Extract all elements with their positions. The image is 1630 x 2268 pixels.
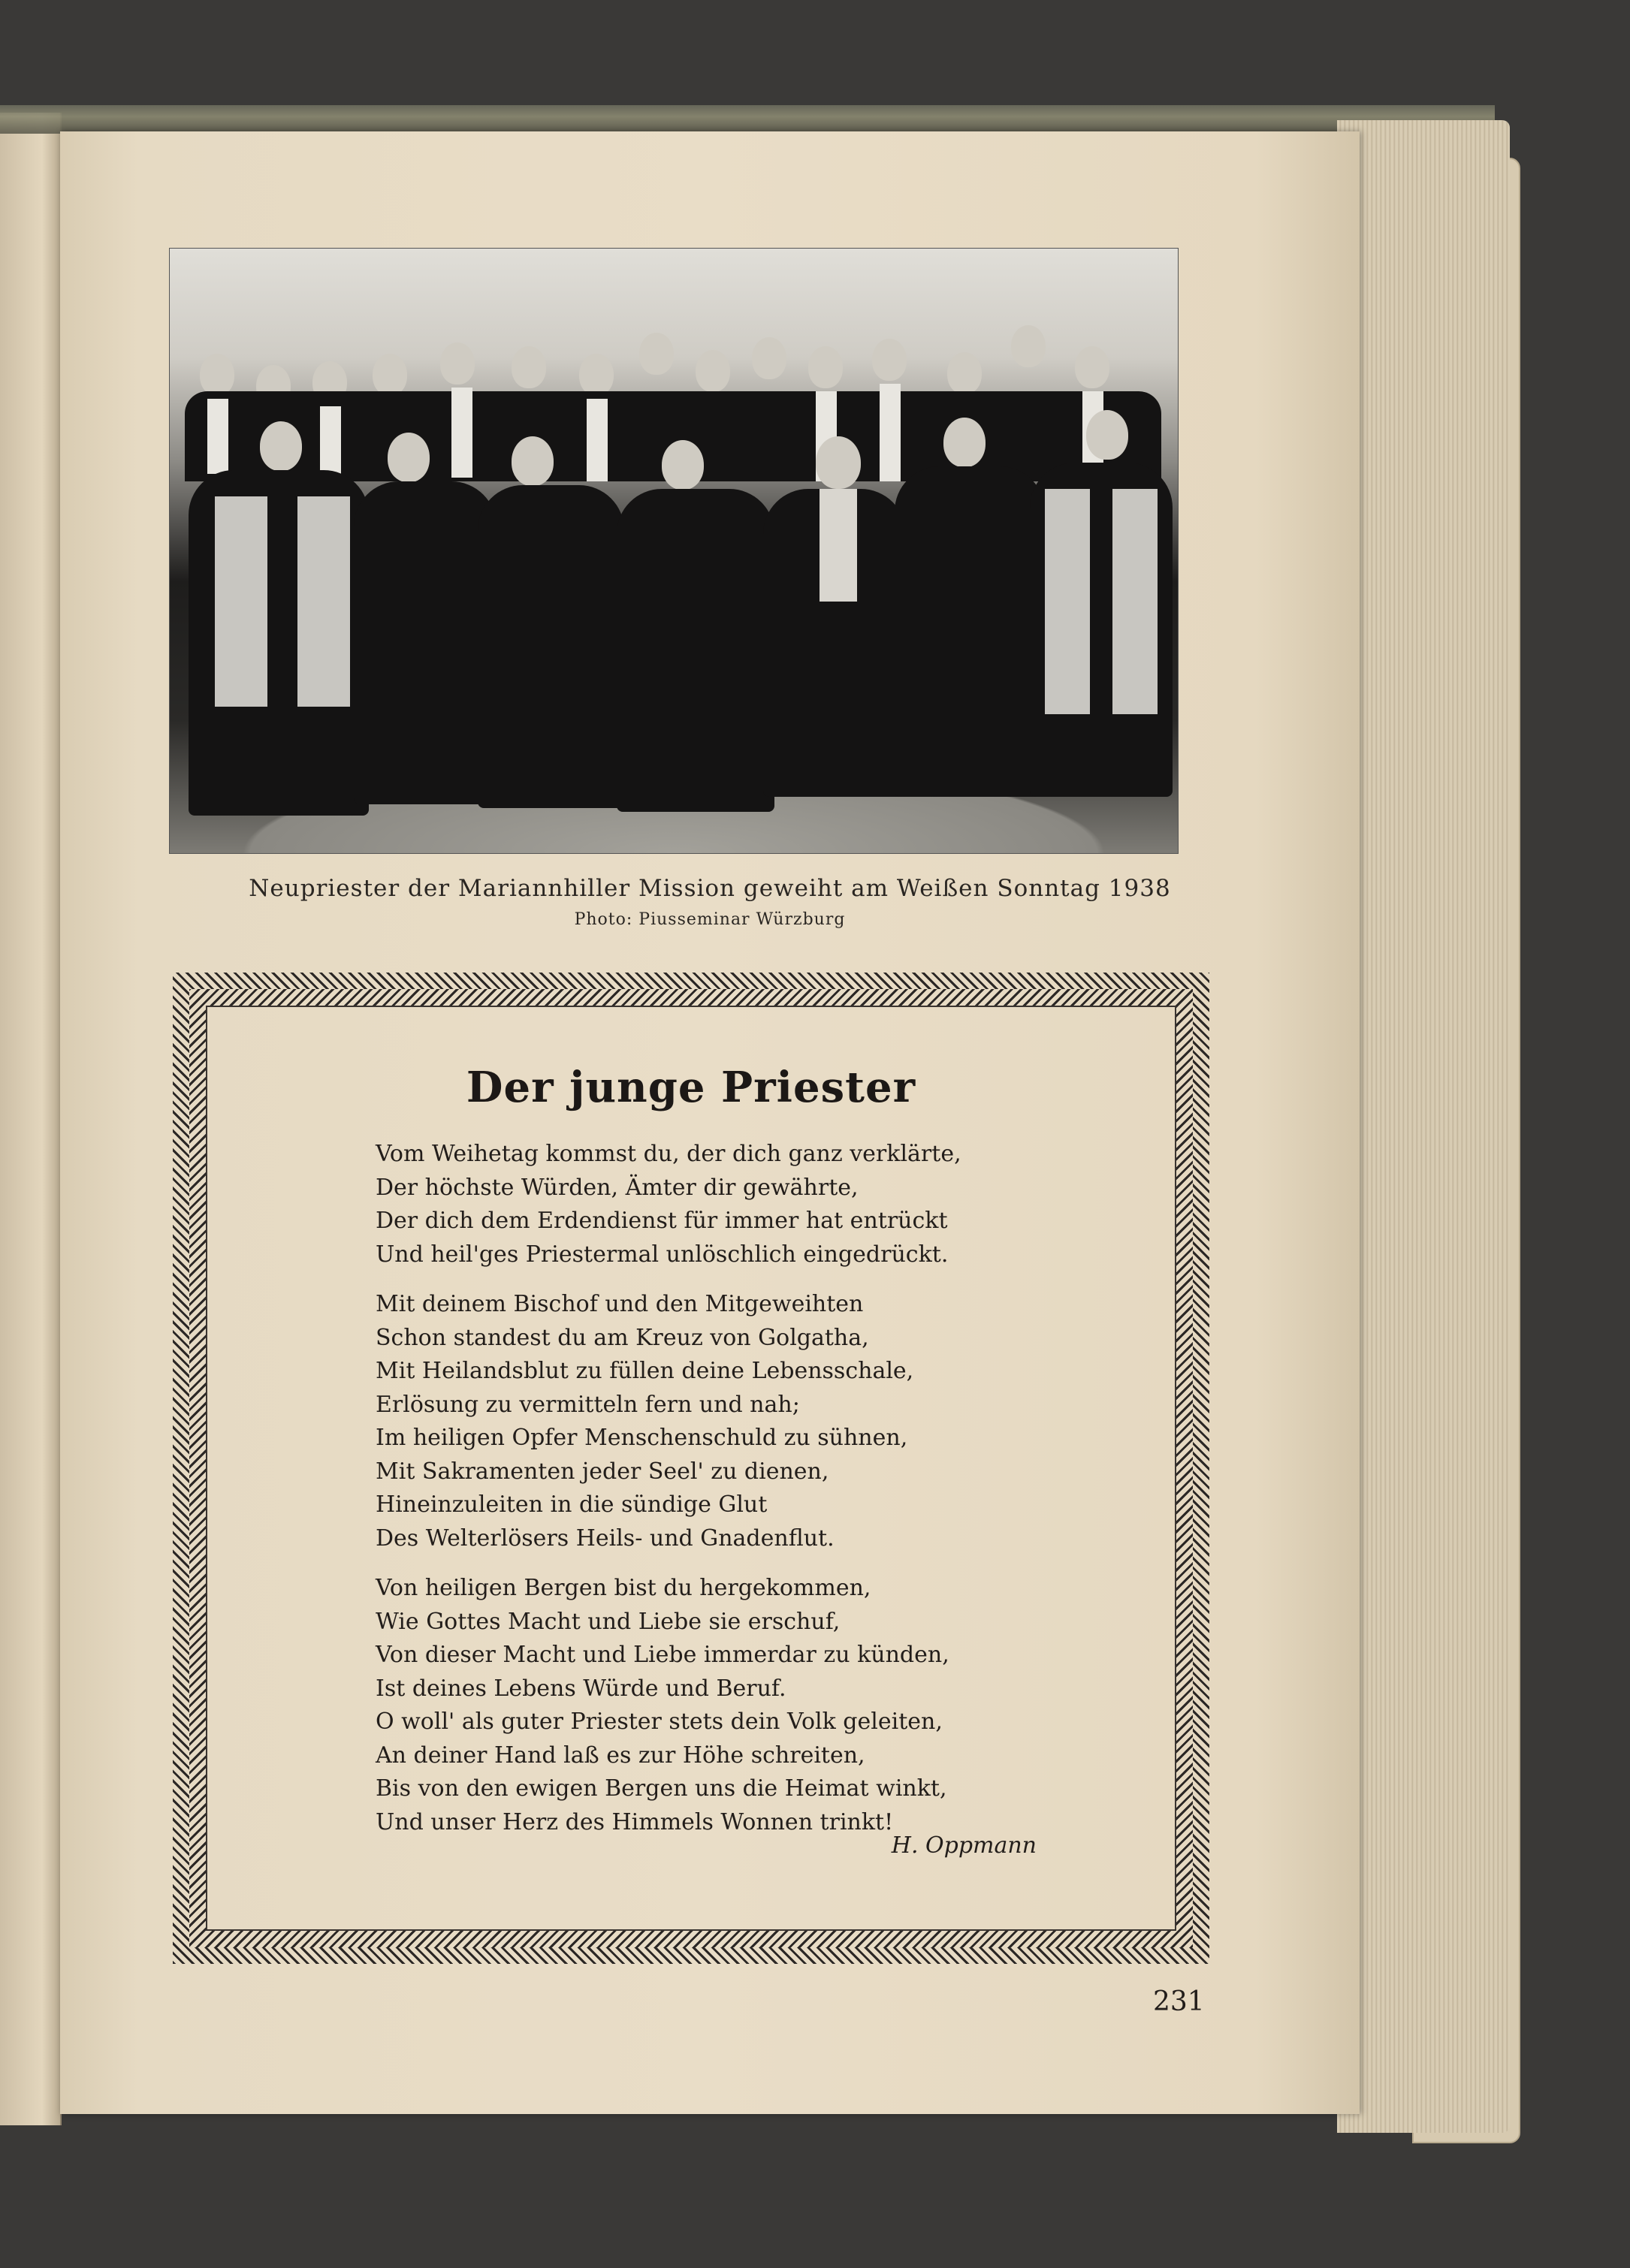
photo-credit: Photo: Piusseminar Würzburg xyxy=(574,910,846,929)
poem-line: Der dich dem Erdendienst für immer hat entrückt xyxy=(376,1208,948,1234)
poem-line: Des Welterlösers Heils- und Gnadenflut. xyxy=(376,1525,835,1552)
poem-line: Ist deines Lebens Würde und Beruf. xyxy=(376,1675,786,1702)
stanza-3 xyxy=(376,1572,1127,1839)
poem-author: H. Oppmann xyxy=(891,1832,1037,1859)
group-photo xyxy=(169,248,1179,854)
poem-line: Bis von den ewigen Bergen uns die Heimat winkt, xyxy=(376,1775,947,1802)
poem-line: Vom Weihetag kommst du, der dich ganz verklärte, xyxy=(376,1141,961,1167)
poem-line: Hineinzuleiten in die sündige Glut xyxy=(376,1491,768,1518)
poem-line: An deiner Hand laß es zur Höhe schreiten, xyxy=(376,1742,865,1769)
poem-line: Und heil'ges Priestermal unlöschlich eingedrückt. xyxy=(376,1241,949,1268)
poem-title: Der junge Priester xyxy=(466,1063,916,1112)
book-page xyxy=(60,131,1360,2114)
poem-line: Mit Sakramenten jeder Seel' zu dienen, xyxy=(376,1458,829,1485)
page-number: 231 xyxy=(1153,1986,1205,2017)
stanza-2 xyxy=(376,1288,1127,1555)
left-page-edge xyxy=(0,113,62,2125)
photo-caption: Neupriester der Mariannhiller Mission geweiht am Weißen Sonntag 1938 xyxy=(249,875,1171,902)
poem-line: Von heiligen Bergen bist du hergekommen, xyxy=(376,1575,871,1601)
poem-line: Und unser Herz des Himmels Wonnen trinkt! xyxy=(376,1808,894,1835)
book-cover-strip xyxy=(0,105,1495,134)
poem-line: Schon standest du am Kreuz von Golgatha, xyxy=(376,1324,869,1351)
poem-line: Mit Heilandsblut zu füllen deine Lebensschale, xyxy=(376,1358,914,1384)
poem-line: Von dieser Macht und Liebe immerdar zu künden, xyxy=(376,1642,949,1668)
poem-body xyxy=(376,1138,1127,1856)
poem-line: Erlösung zu vermitteln fern und nah; xyxy=(376,1391,800,1418)
poem-line: Wie Gottes Macht und Liebe sie erschuf, xyxy=(376,1608,841,1635)
poem-line: Der höchste Würden, Ämter dir gewährte, xyxy=(376,1174,859,1201)
stanza-1 xyxy=(376,1138,1127,1271)
poem-line: O woll' als guter Priester stets dein Volk geleiten, xyxy=(376,1709,943,1735)
poem-line: Mit deinem Bischof und den Mitgeweihten xyxy=(376,1291,864,1317)
poem-line: Im heiligen Opfer Menschenschuld zu sühnen, xyxy=(376,1425,908,1451)
page-block-edge xyxy=(1337,120,1510,2133)
